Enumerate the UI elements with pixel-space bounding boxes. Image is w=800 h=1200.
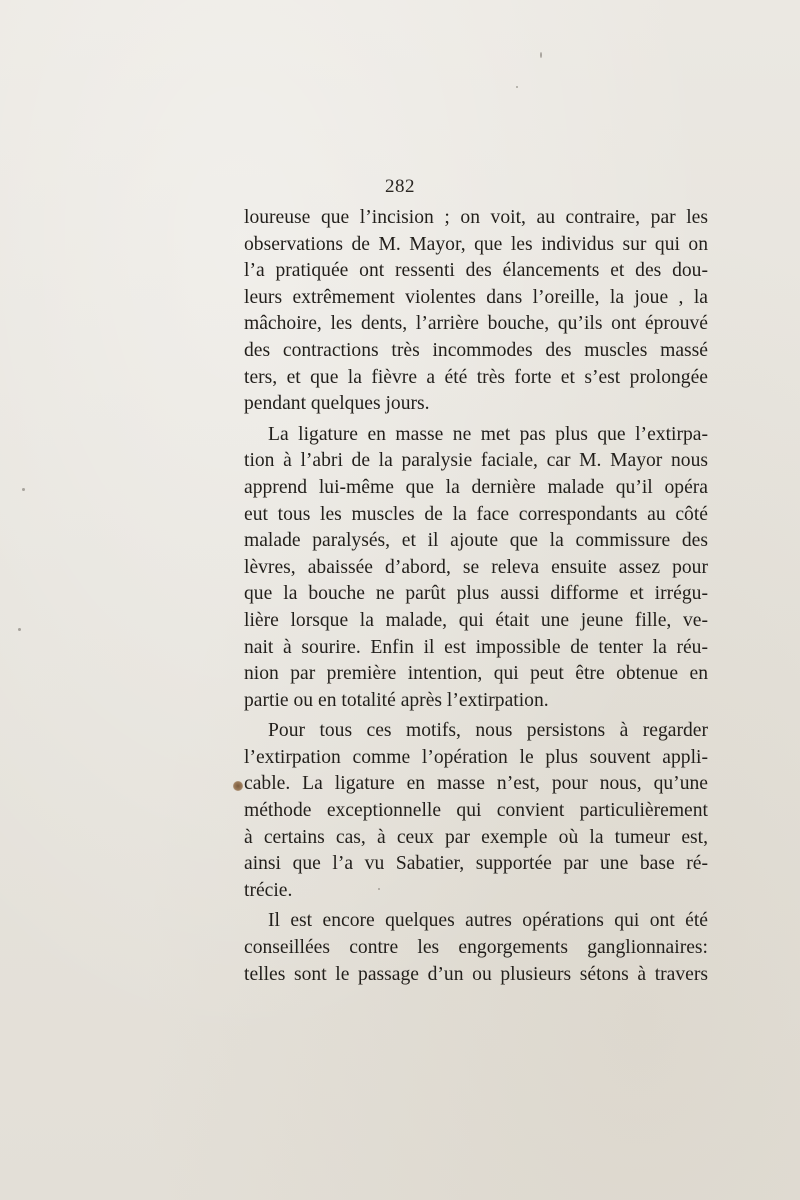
paper-speck xyxy=(516,86,518,88)
text-line: leurs extrêmement violentes dans l’oreille, la joue , la xyxy=(244,286,708,308)
paper-speck xyxy=(378,888,380,890)
text-line: pendant quelques jours. xyxy=(244,393,430,415)
text-line: apprend lui-même que la dernière malade qu’il opéra xyxy=(244,476,708,498)
paper-speck xyxy=(18,628,21,631)
page-number: 282 xyxy=(385,176,415,197)
text-line: l’extirpation comme l’opération le plus souvent appli- xyxy=(244,746,708,768)
text-line: méthode exceptionnelle qui convient particulièrement xyxy=(244,800,708,822)
text-line: trécie. xyxy=(244,879,293,901)
text-line: nait à sourire. Enfin il est impossible de tenter la réu- xyxy=(244,636,708,658)
paper-speck xyxy=(540,52,542,58)
paper-speck xyxy=(22,488,25,491)
text-line: des contractions très incommodes des muscles massé xyxy=(244,339,708,361)
text-line: ters, et que la fièvre a été très forte et s’est prolongée xyxy=(244,366,708,388)
text-line: Il est encore quelques autres opérations qui ont été xyxy=(268,910,708,932)
text-line: nion par première intention, qui peut être obtenue en xyxy=(244,663,708,685)
text-line: malade paralysés, et il ajoute que la commissure des xyxy=(244,530,708,552)
text-line: partie ou en totalité après l’extirpation. xyxy=(244,689,549,711)
body-text xyxy=(244,205,708,988)
text-line: ainsi que l’a vu Sabatier, supportée par une base ré- xyxy=(244,853,708,875)
text-line: Pour tous ces motifs, nous persistons à regarder xyxy=(268,720,708,742)
text-line: que la bouche ne parût plus aussi difforme et irrégu- xyxy=(244,583,708,605)
text-line: mâchoire, les dents, l’arrière bouche, qu’ils ont éprouvé xyxy=(244,313,708,335)
text-line: cable. La ligature en masse n’est, pour nous, qu’une xyxy=(244,773,708,795)
text-line: eut tous les muscles de la face correspondants au côté xyxy=(244,503,708,525)
text-line: tion à l’abri de la paralysie faciale, car M. Mayor nous xyxy=(244,450,708,472)
text-line: l’a pratiquée ont ressenti des élancements et des dou- xyxy=(244,260,708,282)
text-line: lèvres, abaissée d’abord, se releva ensuite assez pour xyxy=(244,556,708,578)
text-line: lière lorsque la malade, qui était une jeune fille, ve- xyxy=(244,609,708,631)
ink-stain xyxy=(233,781,243,791)
text-line: à certains cas, à ceux par exemple où la tumeur est, xyxy=(244,826,708,848)
text-line: observations de M. Mayor, que les individus sur qui on xyxy=(244,233,708,255)
text-line: La ligature en masse ne met pas plus que l’extirpa- xyxy=(268,423,708,445)
text-line: loureuse que l’incision ; on voit, au contraire, par les xyxy=(244,207,708,228)
text-line: telles sont le passage d’un ou plusieurs sétons à travers xyxy=(244,963,708,985)
text-line: conseillées contre les engorgements ganglionnaires: xyxy=(244,937,708,959)
